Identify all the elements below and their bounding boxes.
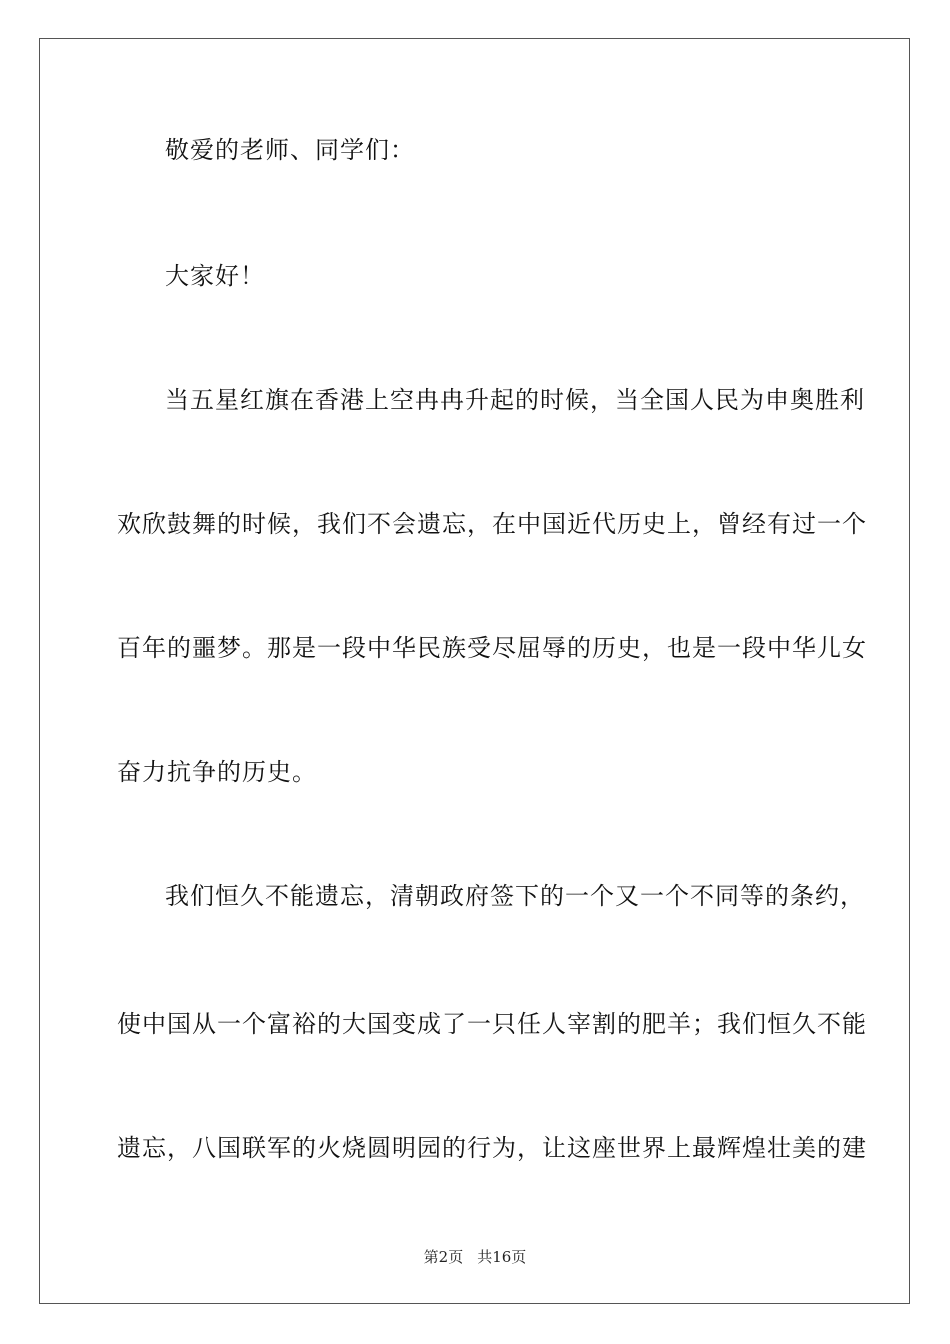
paragraph-line: 使中国从一个富裕的大国变成了一只任人宰割的肥羊；我们恒久不能 [117, 1010, 867, 1038]
page-frame [39, 38, 910, 1304]
paragraph-line: 遗忘，八国联军的火烧圆明园的行为，让这座世界上最辉煌壮美的建 [117, 1134, 867, 1162]
hello-line: 大家好！ [165, 262, 265, 290]
paragraph-line: 当五星红旗在香港上空冉冉升起的时候，当全国人民为申奥胜利 [165, 386, 865, 414]
paragraph-line: 欢欣鼓舞的时候，我们不会遗忘，在中国近代历史上，曾经有过一个 [117, 510, 867, 538]
paragraph-line: 我们恒久不能遗忘，清朝政府签下的一个又一个不同等的条约， [165, 882, 865, 910]
page-footer [0, 1247, 950, 1267]
page-number: 第2页 [423, 1248, 464, 1266]
paragraph-line: 百年的噩梦。那是一段中华民族受尽屈辱的历史，也是一段中华儿女 [117, 634, 867, 662]
greeting-line: 敬爱的老师、同学们： [165, 136, 415, 164]
page-total: 共16页 [477, 1248, 527, 1266]
paragraph-line: 奋力抗争的历史。 [117, 758, 317, 786]
